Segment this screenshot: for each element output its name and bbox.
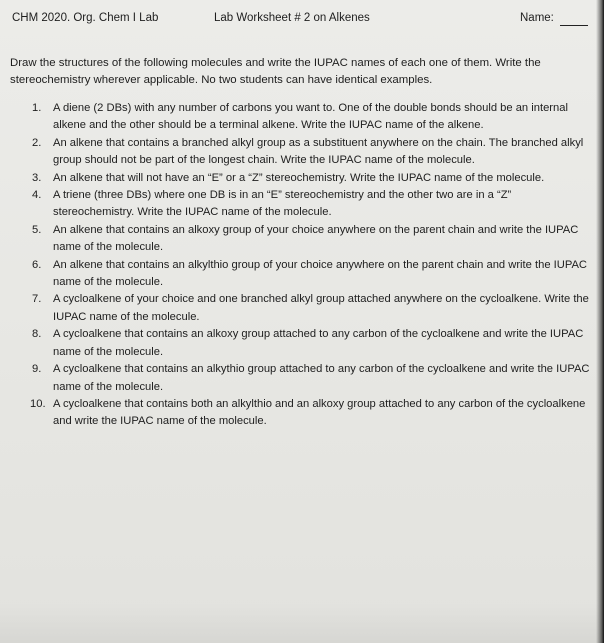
question-number: 8. [32, 328, 42, 341]
question-number: 3. [32, 171, 42, 184]
question-item [0, 396, 600, 431]
question-item [0, 326, 600, 361]
paper-shadow-bottom [0, 603, 604, 643]
question-list [0, 100, 600, 431]
question-number: 9. [32, 363, 42, 376]
paper-edge-shadow [596, 0, 604, 643]
course-label: CHM 2020. Org. Chem I Lab [12, 12, 159, 24]
question-text: A cycloalkene that contains an alkythio group attached to any carbon of the cycloalkene and write the IUPAC name of the molecule. [53, 363, 590, 393]
question-text: A diene (2 DBs) with any number of carbons you want to. One of the double bonds should be an internal alkene and the other should be a terminal alkene. Write the IUPAC name of the alkene. [53, 102, 568, 132]
question-number: 4. [32, 189, 42, 202]
question-text: A triene (three DBs) where one DB is in an “E” stereochemistry and the other two are in a “Z” stereochemistry. Write the IUPAC name of the molecule. [53, 189, 512, 219]
instructions-paragraph: Draw the structures of the following molecules and write the IUPAC names of each one of them. Write the stereochemistry wherever applicable. No two students can have identical examples. [10, 57, 541, 86]
question-text: A cycloalkene that contains an alkoxy group attached to any carbon of the cycloalkene and write the IUPAC name of the molecule. [53, 328, 584, 358]
question-text: An alkene that contains a branched alkyl group as a substituent anywhere on the chain. The branched alkyl group should not be part of the longest chain. Write the IUPAC name of the molecule. [53, 136, 584, 167]
question-item [0, 100, 600, 135]
worksheet-title: Lab Worksheet # 2 on Alkenes [214, 12, 370, 24]
name-label: Name: [520, 12, 554, 24]
question-item [0, 187, 600, 222]
question-text: A cycloalkene that contains both an alkylthio and an alkoxy group attached to any carbon of the cycloalkene and write the IUPAC name of the molecule. [53, 397, 586, 428]
question-item [0, 361, 600, 396]
name-blank-line [560, 25, 588, 26]
question-number: 10. [30, 397, 46, 410]
question-number: 2. [32, 136, 42, 149]
question-item [0, 291, 600, 326]
question-text: An alkene that contains an alkylthio group of your choice anywhere on the parent chain and write the IUPAC name of the molecule. [53, 258, 588, 289]
question-item [0, 170, 600, 187]
question-number: 1. [32, 102, 42, 114]
question-number: 6. [32, 258, 42, 271]
question-number: 5. [32, 223, 42, 236]
question-text: An alkene that contains an alkoxy group of your choice anywhere on the parent chain and write the IUPAC name of the molecule. [53, 223, 579, 254]
question-item [0, 257, 600, 292]
question-item [0, 222, 600, 257]
question-number: 7. [32, 293, 42, 306]
question-text: A cycloalkene of your choice and one branched alkyl group attached anywhere on the cycloalkene. Write the IUPAC name of the molecule. [53, 293, 589, 323]
worksheet-header [0, 12, 604, 28]
question-text: An alkene that will not have an “E” or a “Z” stereochemistry. Write the IUPAC name of the molecule. [53, 171, 545, 184]
question-item [0, 135, 600, 170]
